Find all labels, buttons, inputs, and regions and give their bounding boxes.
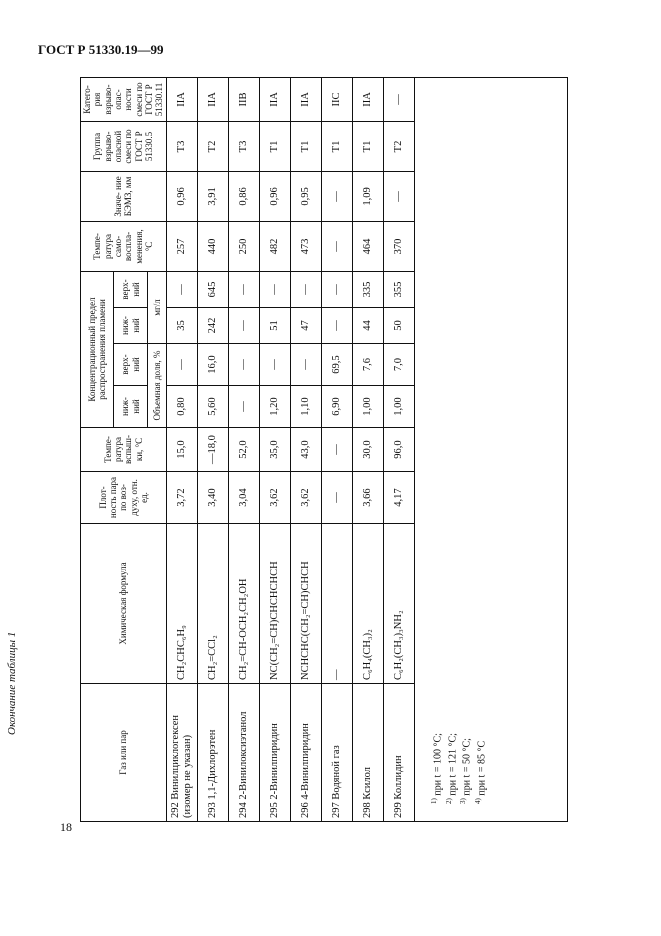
row-number: 298 [361, 802, 373, 818]
cell-mesg: — [321, 171, 352, 221]
cell-mesg: 0,95 [290, 171, 321, 221]
cell-density: 3,40 [197, 472, 228, 524]
footnote-text: при t = 50 °С; [461, 738, 473, 796]
cell-flash: — [321, 428, 352, 472]
cell-mesg: 1,09 [352, 171, 383, 221]
cell-mg-upper: 355 [383, 271, 414, 307]
cell-autoignition: 482 [259, 221, 290, 271]
header-flash-point: Темпе- ратура вспыш- ки, °С [81, 428, 167, 472]
cell-category: IIA [166, 77, 197, 121]
cell-temp-group: Т3 [228, 121, 259, 171]
cell-category: IIA [259, 77, 290, 121]
footnote-mark: 1) [429, 798, 438, 804]
cell-formula: — [321, 524, 352, 684]
row-number: 292 [169, 802, 181, 818]
cell-mg-lower: 35 [166, 308, 197, 344]
gas-name: Водяной газ [330, 745, 342, 800]
cell-temp-group: Т2 [383, 121, 414, 171]
cell-mg-lower: — [228, 308, 259, 344]
cell-formula: C₆H₄(CH₃)₂ [352, 524, 383, 684]
row-number: 296 [299, 802, 311, 818]
cell-category: IIB [228, 77, 259, 121]
row-number: 295 [268, 802, 280, 818]
cell-category: IIC [321, 77, 352, 121]
cell-vol-lower: 1,00 [352, 386, 383, 428]
header-autoignition: Темпе- ратура само- воспла- менения, °С [81, 221, 167, 271]
cell-autoignition: 370 [383, 221, 414, 271]
gas-name: Коллидин [392, 755, 404, 800]
cell-vol-upper: — [228, 344, 259, 386]
cell-flash: 15,0 [166, 428, 197, 472]
cell-vol-lower: 5,60 [197, 386, 228, 428]
cell-flash: 35,0 [259, 428, 290, 472]
cell-gas-name [290, 684, 321, 822]
cell-mesg: 0,86 [228, 171, 259, 221]
cell-gas-name [228, 684, 259, 822]
cell-mg-upper: — [321, 271, 352, 307]
page-number: 18 [60, 820, 72, 834]
cell-density: 3,62 [290, 472, 321, 524]
cell-temp-group: Т1 [290, 121, 321, 171]
cell-vol-upper: 16,0 [197, 344, 228, 386]
cell-mesg: 3,91 [197, 171, 228, 221]
table-row [166, 77, 197, 821]
gas-name: 2-Винилпиридин [268, 723, 280, 800]
cell-vol-upper: — [259, 344, 290, 386]
cell-vol-lower: 1,20 [259, 386, 290, 428]
cell-mg-lower: 51 [259, 308, 290, 344]
gas-properties-table [80, 77, 568, 822]
cell-gas-name [352, 684, 383, 822]
cell-mg-lower: 47 [290, 308, 321, 344]
cell-mesg: 0,96 [259, 171, 290, 221]
cell-mg-upper: — [166, 271, 197, 307]
footnote-text: при t = 121 °С; [446, 733, 458, 796]
table-row [383, 77, 414, 821]
table-row [290, 77, 321, 821]
cell-gas-name [259, 684, 290, 822]
footnote [459, 81, 474, 804]
gas-name: 4-Винилпиридин [299, 723, 311, 800]
footnote-mark: 4) [474, 798, 483, 804]
cell-temp-group: Т1 [259, 121, 290, 171]
header-mesg: Значе- ние БЭМЗ, мм [81, 171, 167, 221]
table-body [166, 77, 414, 821]
cell-formula: CH₂=CH-OCH₂CH₂OH [228, 524, 259, 684]
row-number: 293 [206, 802, 218, 818]
table-row [321, 77, 352, 821]
cell-flash: —18,0 [197, 428, 228, 472]
cell-flash: 43,0 [290, 428, 321, 472]
cell-mg-upper: — [290, 271, 321, 307]
cell-temp-group: Т1 [352, 121, 383, 171]
cell-formula: NCHCHC(CH₂=CH)CHCH [290, 524, 321, 684]
cell-gas-name [166, 684, 197, 822]
cell-autoignition: — [321, 221, 352, 271]
row-number: 297 [330, 802, 342, 818]
gas-name: 1,1-Дихлорэтен [206, 729, 218, 800]
cell-formula: NC(CH₂=CH)CHCHCHCH [259, 524, 290, 684]
cell-flash: 30,0 [352, 428, 383, 472]
row-number: 299 [392, 802, 404, 818]
footnotes-cell [414, 77, 567, 821]
cell-vol-lower: 0,80 [166, 386, 197, 428]
cell-vol-upper: — [166, 344, 197, 386]
cell-vol-upper: — [290, 344, 321, 386]
table-row [228, 77, 259, 821]
cell-mg-upper: 645 [197, 271, 228, 307]
cell-autoignition: 257 [166, 221, 197, 271]
cell-temp-group: Т1 [321, 121, 352, 171]
cell-vol-upper: 69,5 [321, 344, 352, 386]
cell-gas-name [383, 684, 414, 822]
cell-autoignition: 464 [352, 221, 383, 271]
cell-density: 3,62 [259, 472, 290, 524]
cell-vol-lower: 1,00 [383, 386, 414, 428]
header-temp-group: Группа взрыво- опасной смеси по ГОСТ Р 51330.5 [81, 121, 167, 171]
header-gas: Газ или пар [81, 684, 167, 822]
cell-density: 3,66 [352, 472, 383, 524]
header-vol-upper: верх- ний [114, 344, 147, 386]
cell-vol-upper: 7,6 [352, 344, 383, 386]
cell-flash: 52,0 [228, 428, 259, 472]
cell-mg-lower: — [321, 308, 352, 344]
cell-mesg: — [383, 171, 414, 221]
row-number: 294 [237, 802, 249, 818]
cell-category: IIA [197, 77, 228, 121]
footnote [445, 81, 460, 804]
table-row [197, 77, 228, 821]
table-row [352, 77, 383, 821]
cell-density: 3,72 [166, 472, 197, 524]
cell-density: 4,17 [383, 472, 414, 524]
header-mg-lower: ниж- ний [114, 308, 147, 344]
cell-mg-upper: — [228, 271, 259, 307]
cell-density: — [321, 472, 352, 524]
cell-formula: C₆H₂(CH₃)₃NH₂ [383, 524, 414, 684]
footnote [430, 81, 445, 804]
cell-category: IIA [352, 77, 383, 121]
cell-mg-lower: 242 [197, 308, 228, 344]
table-row [259, 77, 290, 821]
footnotes [430, 81, 489, 804]
gas-name: 2-Винилоксиэтанол [237, 711, 249, 800]
cell-gas-name [321, 684, 352, 822]
header-formula: Химическая формула [81, 524, 167, 684]
cell-temp-group: Т3 [166, 121, 197, 171]
cell-autoignition: 440 [197, 221, 228, 271]
cell-autoignition: 473 [290, 221, 321, 271]
cell-vol-lower: — [228, 386, 259, 428]
cell-category: — [383, 77, 414, 121]
header-vol-lower: ниж- ний [114, 386, 147, 428]
cell-gas-name [197, 684, 228, 822]
footnote [474, 81, 489, 804]
cell-density: 3,04 [228, 472, 259, 524]
cell-mg-upper: — [259, 271, 290, 307]
header-vol-unit: Объемная доля, % [147, 344, 166, 428]
cell-vol-upper: 7,0 [383, 344, 414, 386]
cell-flash: 96,0 [383, 428, 414, 472]
footnote-text: при t = 85 °С [476, 740, 488, 796]
document-code: ГОСТ Р 51330.19—99 [38, 42, 164, 57]
cell-formula: CH₂=CCl₂ [197, 524, 228, 684]
header-density: Плот- ность пара по воз- духу, отн. ед. [81, 472, 167, 524]
cell-mg-lower: 44 [352, 308, 383, 344]
cell-mg-upper: 335 [352, 271, 383, 307]
gas-name: Винилциклогексен (изомер не указан) [169, 714, 193, 818]
gas-name: Ксилол [361, 767, 373, 800]
header-category: Катего- рия взрыво- опас- ности смеси по ГОСТ Р 51330.11 [81, 77, 167, 121]
rotated-table-container [80, 78, 644, 822]
cell-autoignition: 250 [228, 221, 259, 271]
cell-mesg: 0,96 [166, 171, 197, 221]
cell-formula: CH₂CHC₆H₉ [166, 524, 197, 684]
cell-vol-lower: 6,90 [321, 386, 352, 428]
header-mg-unit: мг/л [147, 271, 166, 343]
table-continuation-label: Окончание таблицы 1 [6, 631, 18, 735]
cell-category: IIA [290, 77, 321, 121]
cell-mg-lower: 50 [383, 308, 414, 344]
footnote-mark: 3) [459, 798, 468, 804]
cell-temp-group: Т2 [197, 121, 228, 171]
header-flame-limits: Концентрационный предел распространения пламени [81, 271, 114, 427]
footnote-mark: 2) [444, 798, 453, 804]
footnote-text: при t = 100 °С; [432, 733, 444, 796]
header-mg-upper: верх- ний [114, 271, 147, 307]
cell-vol-lower: 1,10 [290, 386, 321, 428]
